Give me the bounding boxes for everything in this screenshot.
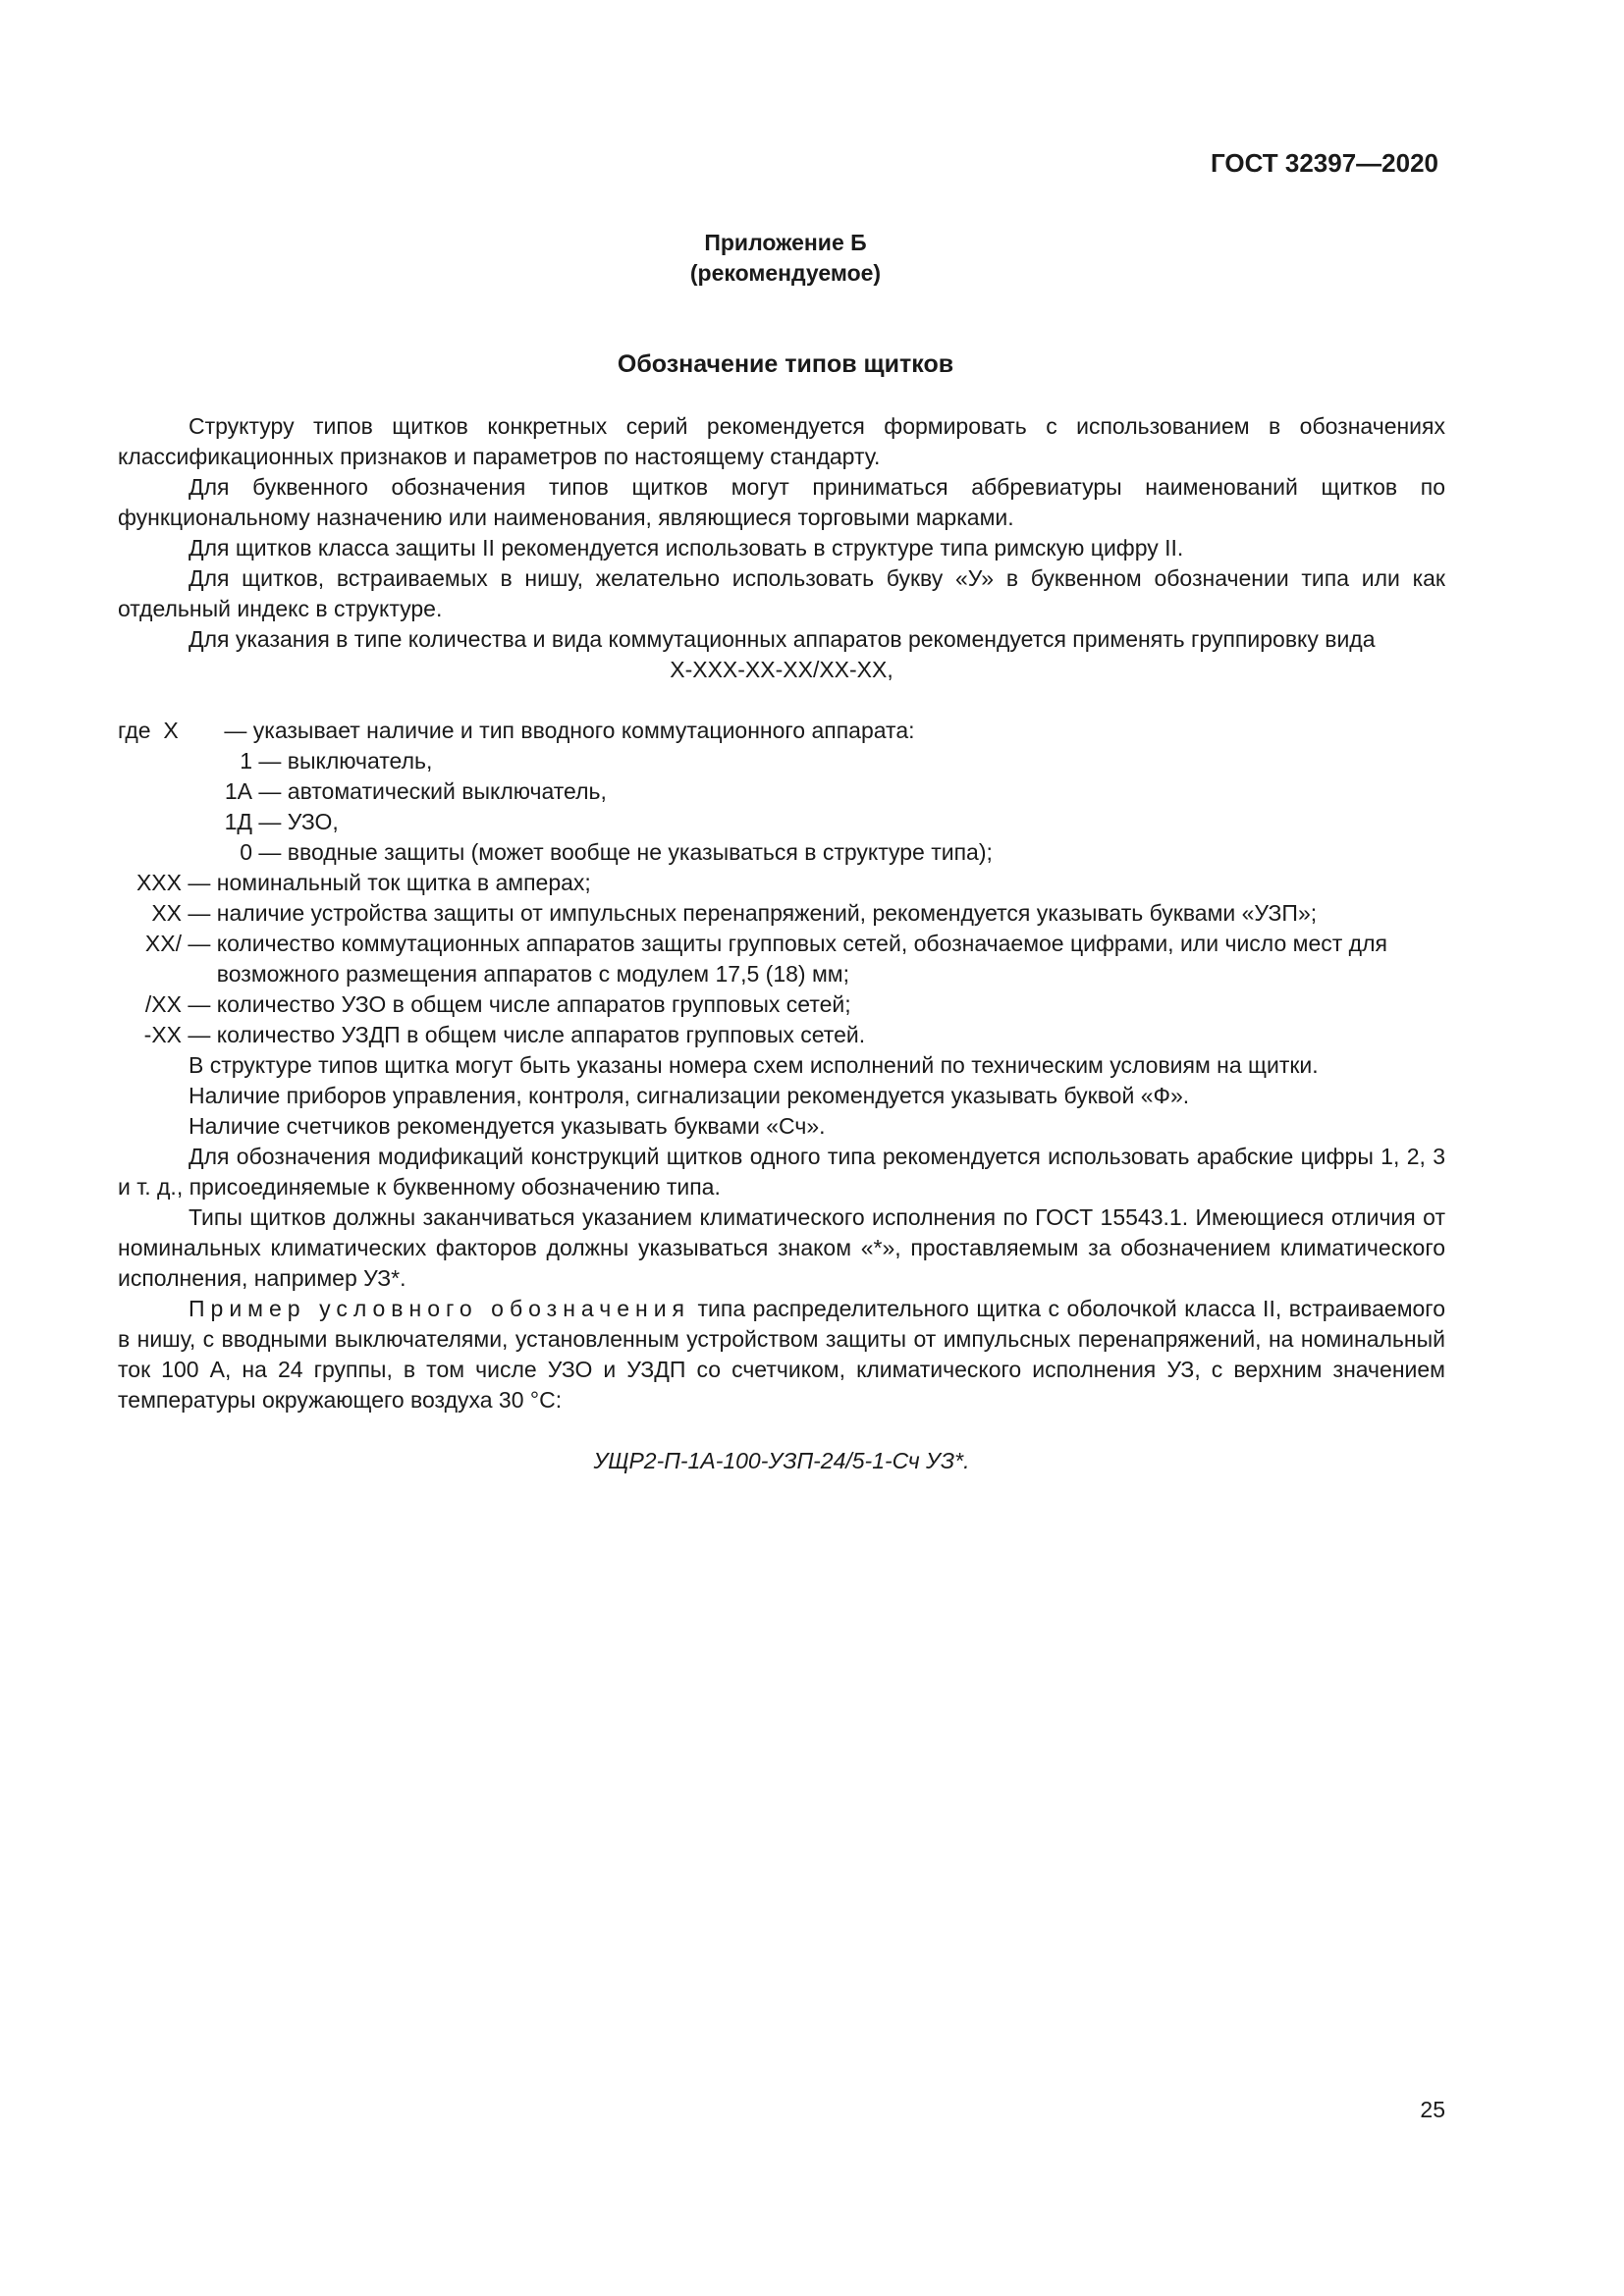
- definition-prefix: где: [118, 718, 151, 743]
- definition-text: количество УЗДП в общем числе аппаратов групповых сетей.: [216, 1022, 866, 1047]
- paragraph: Для указания в типе количества и вида коммутационных аппаратов рекомендуется применять группировку вида: [189, 626, 1376, 652]
- definition-term: ХХ/: [144, 931, 182, 956]
- definition-term: 1Д: [224, 809, 252, 834]
- definition-text: количество УЗО в общем числе аппаратов групповых сетей;: [216, 991, 851, 1017]
- paragraph: Для буквенного обозначения типов щитков могут приниматься аббревиатуры наименований щитков по функциональному назначению или наименования, являющиеся торговыми марками.: [118, 474, 1445, 530]
- definition-dash: —: [258, 839, 282, 865]
- paragraph: Для щитков, встраиваемых в нишу, желательно использовать букву «У» в буквенном обозначении типа или как отдельный индекс в структуре.: [118, 565, 1445, 621]
- type-structure-formula: Х-ХХХ-ХХ-ХХ/ХХ-ХХ,: [670, 657, 893, 682]
- definition-text: количество коммутационных аппаратов защиты групповых сетей, обозначаемое цифрами, или число мест для возможного размещения аппаратов с модулем 17,5 (18) мм;: [216, 931, 1387, 987]
- page-number: 25: [1420, 2097, 1445, 2122]
- paragraph: Наличие приборов управления, контроля, сигнализации рекомендуется указывать буквой «Ф».: [189, 1083, 1190, 1108]
- definition-term-x: Х: [163, 718, 179, 743]
- section-title: Обозначение типов щитков: [617, 350, 954, 378]
- definition-dash: —: [224, 718, 247, 743]
- definition-subrow: [118, 837, 1445, 868]
- definition-dash: —: [188, 870, 211, 895]
- definition-text: автоматический выключатель,: [287, 778, 607, 804]
- definition-term: 1: [240, 748, 252, 774]
- definition-text: УЗО,: [287, 809, 339, 834]
- definition-subrow: [118, 776, 1445, 807]
- definition-term: ХХ: [151, 900, 182, 926]
- standard-id: ГОСТ 32397—2020: [1211, 148, 1438, 178]
- definition-row: [118, 716, 1445, 746]
- definition-dash: —: [258, 809, 282, 834]
- definition-text: наличие устройства защиты от импульсных перенапряжений, рекомендуется указывать буквами «УЗП»;: [216, 900, 1318, 926]
- appendix-heading: [0, 228, 1571, 289]
- definition-term: 0: [240, 839, 252, 865]
- example-text: типа распределительного щитка с оболочкой класса II, встраиваемого в нишу, с вводными выключателями, установленным устройством защиты от импульсных перенапряжений, на номинальный ток 100 А, на 24 группы, в том числе УЗО и УЗДП со счетчиком, климатического исполнения УЗ, с верхним значением температуры окружающего воздуха 30 °С:: [118, 1296, 1445, 1413]
- definition-dash: —: [258, 778, 282, 804]
- definition-term: [118, 716, 218, 746]
- definition-dash: —: [188, 900, 211, 926]
- appendix-status: (рекомендуемое): [689, 260, 882, 286]
- definition-dash: —: [258, 748, 282, 774]
- definition-term: ХХХ: [135, 870, 182, 895]
- definition-subrow: [118, 807, 1445, 837]
- definition-term: 1А: [224, 778, 252, 804]
- definition-text: указывает наличие и тип вводного коммутационного аппарата:: [252, 718, 915, 743]
- definition-dash: —: [188, 1022, 211, 1047]
- definition-dash: —: [188, 991, 211, 1017]
- paragraph: Для обозначения модификаций конструкций щитков одного типа рекомендуется использовать арабские цифры 1, 2, 3 и т. д., присоединяемые к буквенному обозначению типа.: [118, 1144, 1445, 1200]
- example-label: Пример условного обозначения: [189, 1296, 690, 1321]
- definition-row: [118, 1020, 1445, 1050]
- paragraph: В структуре типов щитка могут быть указаны номера схем исполнений по техническим условиям на щитки.: [189, 1052, 1319, 1078]
- definition-term: /ХХ: [144, 991, 182, 1017]
- definition-row: [118, 929, 1445, 989]
- body-text: [118, 411, 1445, 1476]
- appendix-title: Приложение Б: [704, 230, 867, 255]
- definition-term: -ХХ: [143, 1022, 182, 1047]
- definition-list: [118, 716, 1445, 1050]
- definition-row: [118, 989, 1445, 1020]
- example-paragraph: [118, 1294, 1445, 1415]
- definition-text: номинальный ток щитка в амперах;: [216, 870, 591, 895]
- definition-row: [118, 898, 1445, 929]
- definition-row: [118, 868, 1445, 898]
- paragraph: Типы щитков должны заканчиваться указанием климатического исполнения по ГОСТ 15543.1. Имеющиеся отличия от номинальных климатических факторов должны указываться знаком «*», проставляемым за обозначением климатического исполнения, например УЗ*.: [118, 1204, 1445, 1291]
- paragraph: Для щитков класса защиты II рекомендуется использовать в структуре типа римскую цифру II.: [189, 535, 1184, 561]
- paragraph: Структуру типов щитков конкретных серий рекомендуется формировать с использованием в обозначениях классификационных признаков и параметров по настоящему стандарту.: [118, 413, 1445, 469]
- definition-text: выключатель,: [287, 748, 433, 774]
- paragraph: Наличие счетчиков рекомендуется указывать буквами «Сч».: [189, 1113, 826, 1139]
- definition-dash: —: [188, 931, 211, 956]
- definition-subrow: [118, 746, 1445, 776]
- example-designation: УЩР2-П-1А-100-УЗП-24/5-1-Сч УЗ*.: [593, 1448, 970, 1473]
- definition-text: вводные защиты (может вообще не указываться в структуре типа);: [287, 839, 993, 865]
